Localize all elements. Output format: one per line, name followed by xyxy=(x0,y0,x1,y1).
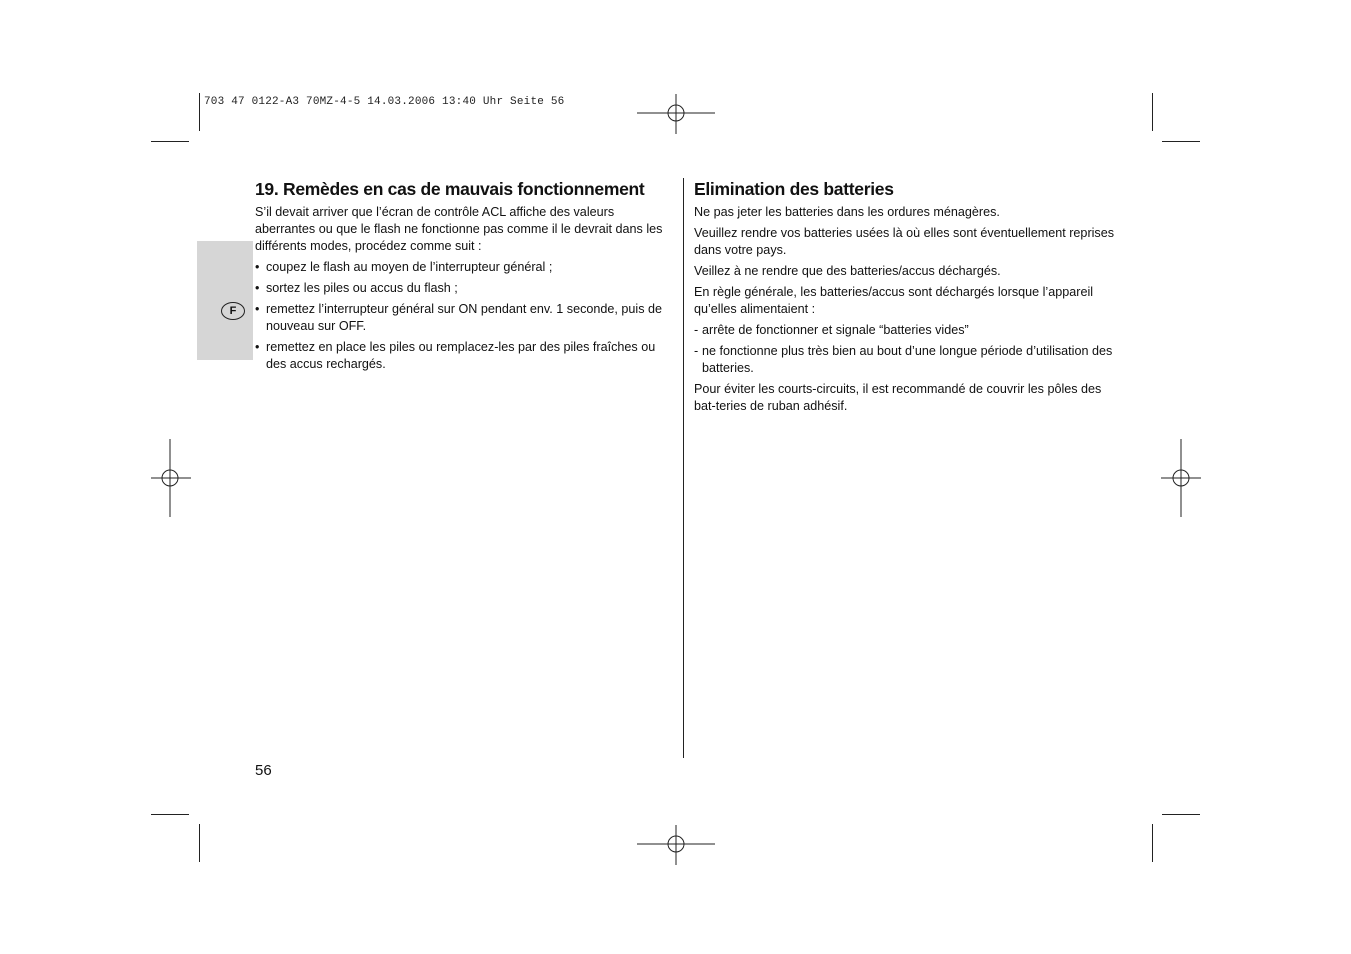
list-item-text: sortez les piles ou accus du flash ; xyxy=(266,281,458,295)
registration-mark-bottom xyxy=(637,825,715,865)
paragraph: Veuillez rendre vos batteries usées là où elles sont éventuellement reprises dans votre pays. xyxy=(694,226,1115,257)
list-item xyxy=(694,343,1119,377)
list-item xyxy=(694,322,1119,339)
page-number: 56 xyxy=(255,762,272,779)
dash-icon: - xyxy=(694,344,699,358)
closing-paragraph: Pour éviter les courts-circuits, il est recommandé de couvrir les pôles des bat-teries de ruban adhésif. xyxy=(694,382,1102,413)
troubleshooting-intro: S’il devait arriver que l’écran de contrôle ACL affiche des valeurs aberrantes ou que le flash ne fonctionne pas comme il le devrait dans les différents modes, procédez comme suit : xyxy=(255,205,663,253)
list-item-text: coupez le flash au moyen de l’interrupteur général ; xyxy=(266,260,553,274)
bullet-icon: • xyxy=(255,340,260,354)
list-item xyxy=(255,301,677,335)
registration-mark-right xyxy=(1161,439,1201,517)
list-item-text: arrête de fonctionner et signale “batteries vides” xyxy=(702,323,969,337)
list-item xyxy=(255,280,677,297)
list-item xyxy=(255,339,677,373)
list-item-text: ne fonctionne plus très bien au bout d’une longue période d’utilisation des batteries. xyxy=(702,344,1113,375)
right-column xyxy=(694,178,1119,419)
section-title-battery-disposal: Elimination des batteries xyxy=(694,179,894,199)
section-title-troubleshooting: 19. Remèdes en cas de mauvais fonctionnement xyxy=(255,179,645,199)
paragraph: Ne pas jeter les batteries dans les ordures ménagères. xyxy=(694,205,1000,219)
language-label: F xyxy=(221,302,245,320)
list-item-text: remettez l’interrupteur général sur ON pendant env. 1 seconde, puis de nouveau sur OFF. xyxy=(266,302,662,333)
list-item xyxy=(255,259,677,276)
paragraph: Veillez à ne rendre que des batteries/accus déchargés. xyxy=(694,264,1001,278)
registration-mark-top xyxy=(637,94,715,134)
list-item-text: remettez en place les piles ou remplacez-les par des piles fraîches ou des accus rechargés. xyxy=(266,340,656,371)
column-divider xyxy=(683,178,684,758)
registration-mark-left xyxy=(151,439,191,517)
print-slug: 703 47 0122-A3 70MZ-4-5 14.03.2006 13:40 Uhr Seite 56 xyxy=(204,96,565,108)
bullet-icon: • xyxy=(255,260,260,274)
left-column xyxy=(255,178,677,377)
bullet-icon: • xyxy=(255,302,260,316)
language-tab xyxy=(197,241,253,360)
bullet-icon: • xyxy=(255,281,260,295)
dash-icon: - xyxy=(694,323,699,337)
paragraph: En règle générale, les batteries/accus sont déchargés lorsque l’appareil qu’elles alimentaient : xyxy=(694,285,1094,316)
